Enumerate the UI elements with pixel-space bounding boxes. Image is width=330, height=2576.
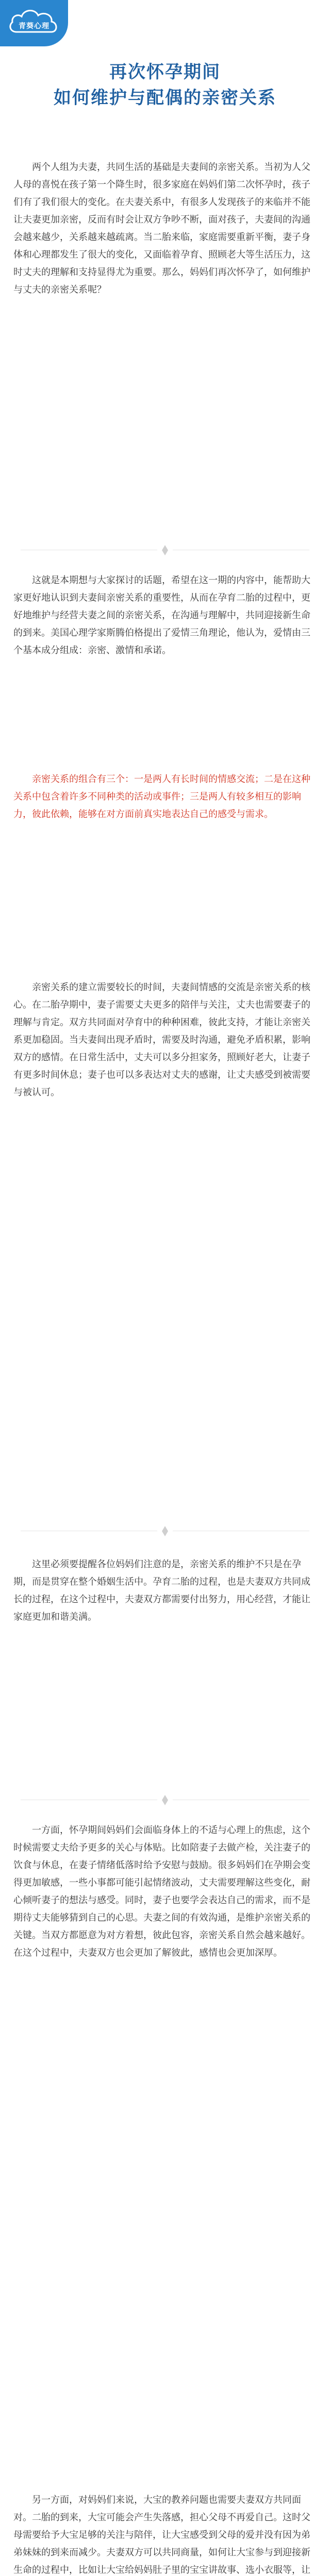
body-paragraph: 一方面，怀孕期间妈妈们会面临身体上的不适与心理上的焦虑，这个时候需要丈夫给予更多的关心与体贴。比如陪妻子去做产检，关注妻子的饮食与休息，在妻子情绪低落时给予安慰与鼓励。很多妈妈们在孕期会变得更加敏感，一些小事都可能引起情绪波动，丈夫需要理解这些变化，耐心倾听妻子的想法与感受。同时，妻子也要学会表达自己的需求，而不是期待丈夫能够猜到自己的心思。夫妻之间的有效沟通，是维护亲密关系的关键。当双方都愿意为对方着想，彼此包容，亲密关系自然会越来越好。在这个过程中，夫妻双方也会更加了解彼此，感情也会更加深厚。 [13,1825,310,1958]
section-divider [0,1521,330,1541]
body-paragraph: 两个人组为夫妻，共同生活的基础是夫妻间的亲密关系。当初为人父人母的喜悦在孩子第一个降生时，很多家庭在妈妈们第二次怀孕时，孩子们有了我们很大的变化。在夫妻关系中，有很多人发现孩子的来临并不能让夫妻更加亲密，反而有时会让双方争吵不断，面对孩子，夫妻间的沟通会越来越少，关系越来越疏离。当二胎来临，家庭需要重新平衡，妻子身体和心理都发生了很大的变化，又面临着孕育、照顾老大等生活压力，这时丈夫的理解和支持显得尤为重要。那么，妈妈们再次怀孕了，如何维护与丈夫的亲密关系呢？ [13,162,310,295]
body-paragraph: 另一方面，对妈妈们来说，大宝的教养问题也需要夫妻双方共同面对。二胎的到来，大宝可能会产生失落感，担心父母不再爱自己。这时父母需要给予大宝足够的关注与陪伴，让大宝感受到父母的爱并没有因为弟弟妹妹的到来而减少。夫妻双方可以共同商量，如何让大宝参与到迎接新生命的过程中，比如让大宝给妈妈肚子里的宝宝讲故事、选小衣服等，让 [13,2495,310,2575]
section-divider [0,540,330,561]
flourish-icon [160,544,170,556]
article-title-line2: 如何维护与配偶的亲密关系 [54,88,276,108]
brand-logo-text: 青葵心理 [19,22,50,30]
highlight-paragraph: 亲密关系的组合有三个：一是两人有长时间的情感交流；二是在这种关系中包含着许多不同种类的活动或事件；三是两人有较多相互的影响力，彼此依赖，能够在对方面前真实地表达自己的感受与需求。 [13,774,310,820]
brand-logo [0,0,68,46]
body-paragraph: 这就是本期想与大家探讨的话题，希望在这一期的内容中，能帮助大家更好地认识到夫妻间亲密关系的重要性，从而在孕育二胎的过程中，更好地维护与经营夫妻之间的亲密关系，在沟通与理解中，共同迎接新生命的到来。美国心理学家斯腾伯格提出了爱情三角理论，他认为，爱情由三个基本成分组成：亲密、激情和承诺。 [13,575,310,656]
section-divider [0,1790,330,1810]
body-paragraph: 亲密关系的建立需要较长的时间，夫妻间情感的交流是亲密关系的核心。在二胎孕期中，妻子需要丈夫更多的陪伴与关注，丈夫也需要妻子的理解与肯定。双方共同面对孕育中的种种困难，彼此支持，才能让亲密关系更加稳固。当夫妻间出现矛盾时，需要及时沟通，避免矛盾积累，影响双方的感情。在日常生活中，丈夫可以多分担家务，照顾好老大，让妻子有更多时间休息；妻子也可以多表达对丈夫的感谢，让丈夫感受到被需要与被认可。 [13,982,310,1098]
article-title-line1: 再次怀孕期间 [109,62,221,82]
article-header [0,0,330,155]
flourish-icon [160,1794,170,1806]
flourish-icon [160,1525,170,1537]
body-paragraph: 这里必须要提醒各位妈妈们注意的是，亲密关系的维护不只是在孕期，而是贯穿在整个婚姻生活中。孕育二胎的过程，也是夫妻双方共同成长的过程，在这个过程中，夫妻双方都需要付出努力，用心经营，才能让家庭更加和谐美满。 [13,1559,310,1622]
